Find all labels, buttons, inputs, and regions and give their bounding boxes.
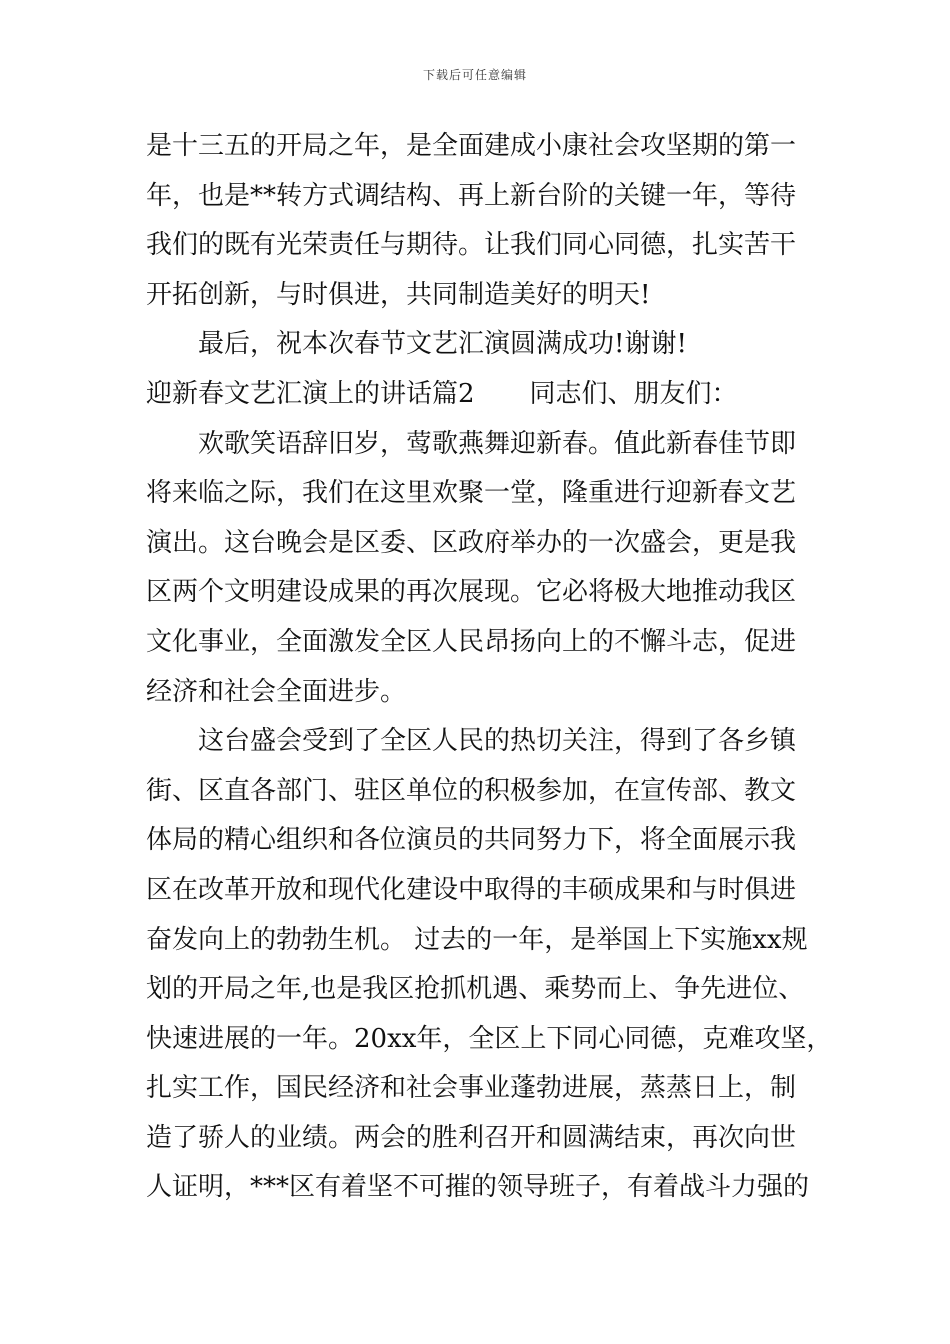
text-line	[146, 1167, 816, 1217]
section-title: 迎新春文艺汇演上的讲话篇2	[146, 378, 475, 409]
line-text: 将来临之际，我们在这里欢聚一堂，隆重进行迎新春文艺	[146, 478, 797, 509]
line-text: 区在改革开放和现代化建设中取得的丰硕成果和与时俱进	[146, 874, 797, 905]
salutation: 同志们、朋友们：	[529, 378, 738, 409]
text-line	[146, 424, 816, 474]
text-line	[146, 1019, 833, 1069]
line-text: 划的开局之年,也是我区抢抓机遇、乘势而上、争先进位、	[146, 974, 805, 1005]
text-line	[146, 672, 816, 722]
line-text: 造了骄人的业绩。两会的胜利召开和圆满结束，再次向世	[146, 1122, 797, 1153]
line-text: 这台盛会受到了全区人民的热切关注，得到了各乡镇	[198, 726, 797, 757]
line-text: 街、区直各部门、驻区单位的积极参加，在宣传部、教文	[146, 775, 797, 806]
text-line	[146, 324, 816, 374]
line-text: 我们的既有光荣责任与期待。让我们同心同德，扎实苦干	[146, 230, 797, 261]
line-text: 演出。这台晚会是区委、区政府举办的一次盛会，更是我	[146, 527, 797, 558]
line-text: 开拓创新，与时俱进，共同制造美好的明天!	[146, 279, 651, 310]
text-line	[146, 572, 816, 622]
text-line	[146, 275, 816, 325]
text-line	[146, 1068, 816, 1118]
line-text: 经济和社会全面进步。	[146, 676, 407, 707]
line-text: 文化事业，全面激发全区人民昂扬向上的不懈斗志，促进	[146, 626, 797, 657]
text-line	[146, 225, 816, 275]
text-line	[146, 771, 816, 821]
text-line	[146, 176, 816, 226]
line-text: 年，也是**转方式调结构、再上新台阶的关键一年，等待	[146, 180, 797, 211]
text-line	[146, 870, 816, 920]
line-text: 体局的精心组织和各位演员的共同努力下，将全面展示我	[146, 825, 797, 856]
line-text: 奋发向上的勃勃生机。 过去的一年，是举国上下实施xx规	[146, 924, 808, 955]
text-line	[146, 820, 816, 870]
line-text: 人证明，***区有着坚不可摧的领导班子，有着战斗力强的	[146, 1172, 810, 1203]
document-body	[146, 126, 833, 1217]
page-header: 下载后可任意编辑	[422, 68, 527, 82]
text-line	[146, 969, 816, 1019]
line-text: 区两个文明建设成果的再次展现。它必将极大地推动我区	[146, 577, 797, 608]
text-line	[146, 622, 816, 672]
text-line	[146, 126, 816, 176]
text-line	[146, 721, 816, 771]
line-text: 快速进展的一年。20xx年，全区上下同心同德，克难攻坚，	[146, 1023, 833, 1054]
section-title-line	[146, 374, 816, 424]
text-line	[146, 1118, 816, 1168]
text-line	[146, 473, 816, 523]
line-text: 扎实工作，国民经济和社会事业蓬勃进展，蒸蒸日上，制	[146, 1073, 797, 1104]
text-line	[146, 523, 816, 573]
line-text: 欢歌笑语辞旧岁，莺歌燕舞迎新春。值此新春佳节即	[198, 428, 797, 459]
line-text: 是十三五的开局之年，是全面建成小康社会攻坚期的第一	[146, 131, 797, 161]
line-text: 最后，祝本次春节文艺汇演圆满成功!谢谢!	[198, 329, 687, 360]
text-line	[146, 920, 816, 970]
